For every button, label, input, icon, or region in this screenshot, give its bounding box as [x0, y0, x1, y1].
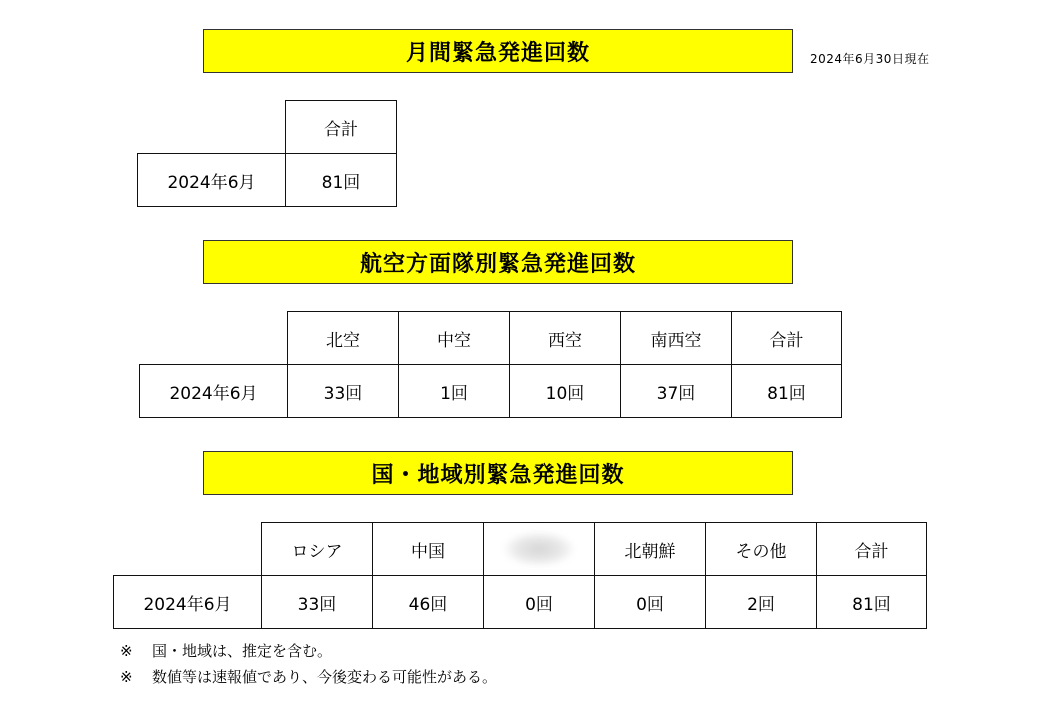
- value-north: 33回: [288, 365, 399, 418]
- header-china: 中国: [373, 523, 484, 576]
- table-row: [140, 365, 842, 418]
- value-russia: 33回: [262, 576, 373, 629]
- country-region-title-banner: [203, 451, 793, 495]
- air-defense-force-table: [139, 311, 842, 418]
- monthly-title-banner: [203, 29, 793, 73]
- value-total: 81回: [732, 365, 842, 418]
- air-defense-force-title-banner: [203, 240, 793, 284]
- header-redacted: [484, 523, 595, 576]
- row-label: 2024年6月: [140, 365, 288, 418]
- value-total: 81回: [286, 154, 397, 207]
- footnote: [120, 638, 497, 664]
- redacted-blur: [504, 532, 574, 566]
- header-russia: ロシア: [262, 523, 373, 576]
- note-text: 数値等は速報値であり、今後変わる可能性がある。: [152, 668, 498, 686]
- value-north-korea: 0回: [595, 576, 706, 629]
- table-row: [114, 576, 927, 629]
- note-text: 国・地域は、推定を含む。: [152, 642, 333, 660]
- value-southwest: 37回: [621, 365, 732, 418]
- header-southwest: 南西空: [621, 312, 732, 365]
- as-of-date: 2024年6月30日現在: [810, 52, 930, 66]
- table-header-row: [138, 101, 397, 154]
- header-west: 西空: [510, 312, 621, 365]
- value-redacted: 0回: [484, 576, 595, 629]
- header-total: 合計: [817, 523, 927, 576]
- footnotes: [120, 638, 497, 690]
- row-label: 2024年6月: [138, 154, 286, 207]
- footnote: [120, 664, 497, 690]
- header-total: 合計: [732, 312, 842, 365]
- value-central: 1回: [399, 365, 510, 418]
- header-other: その他: [706, 523, 817, 576]
- country-region-title: 国・地域別緊急発進回数: [371, 462, 625, 488]
- table-header-row: [140, 312, 842, 365]
- header-total: 合計: [286, 101, 397, 154]
- note-mark: ※: [120, 642, 133, 660]
- value-china: 46回: [373, 576, 484, 629]
- value-total: 81回: [817, 576, 927, 629]
- value-other: 2回: [706, 576, 817, 629]
- country-region-table: [113, 522, 927, 629]
- monthly-title: 月間緊急発進回数: [405, 40, 590, 66]
- table-header-row: [114, 523, 927, 576]
- row-label: 2024年6月: [114, 576, 262, 629]
- header-north: 北空: [288, 312, 399, 365]
- air-defense-force-title: 航空方面隊別緊急発進回数: [359, 251, 636, 277]
- header-north-korea: 北朝鮮: [595, 523, 706, 576]
- monthly-table: [137, 100, 397, 207]
- value-west: 10回: [510, 365, 621, 418]
- note-mark: ※: [120, 668, 133, 686]
- table-row: [138, 154, 397, 207]
- header-central: 中空: [399, 312, 510, 365]
